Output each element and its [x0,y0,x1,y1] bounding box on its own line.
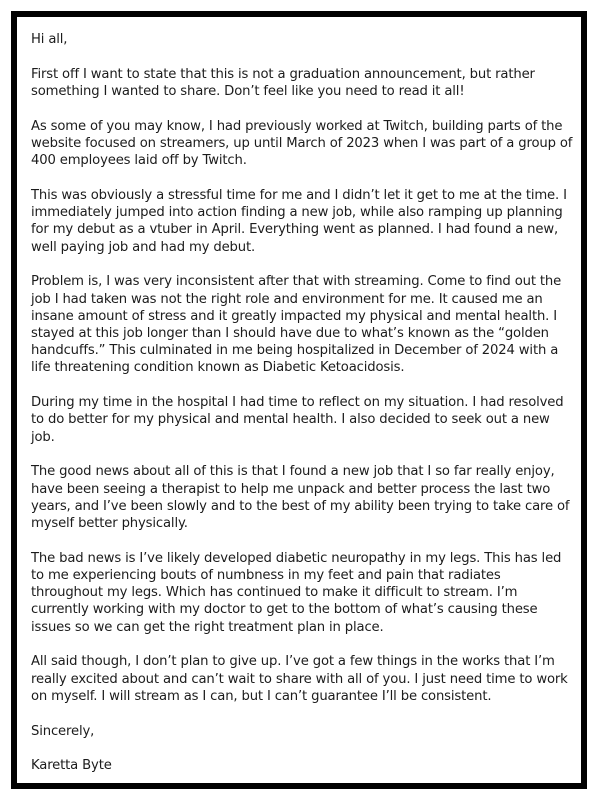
letter-paragraph-good-news: The good news about all of this is that I found a new job that I so far really enjoy, have been seeing a therapist to help me unpack and better process the last two years, and I’ve been slowly and to the best of my ability been trying to take care of myself better physically. [31,464,570,532]
letter-paragraph-stress: This was obviously a stressful time for me and I didn’t let it get to me at the time. I immediately jumped into action finding a new job, while also ramping up planning for my debut as a vtuber in April. Everything went as planned. I had found a new, well paying job and had my debut. [31,188,567,255]
letter-paragraph-intro: First off I want to state that this is not a graduation announcement, but rather something I wanted to share. Don’t feel like you need to read it all! [31,66,535,99]
letter-closing: Sincerely, [31,723,95,739]
letter-signature: Karetta Byte [31,758,112,774]
letter-paragraph-problem: Problem is, I was very inconsistent after that with streaming. Come to find out the job I had taken was not the right role and environment for me. It caused me an insane amount of stress and it greatly impacted my physical and mental health. I stayed at this job longer than I should have due to what’s known as the “golden handcuffs.” This culminated in me being hospitalized in December of 2024 with a life threatening condition known as Diabetic Ketoacidosis. [31,274,562,376]
letter-paragraph-conclusion: All said though, I don’t plan to give up. I’ve got a few things in the works that I’m really excited about and can’t wait to share with all of you. I just need time to work on myself. I will stream as I can, but I can’t guarantee I’ll be consistent. [31,654,568,704]
letter-paragraph-twitch: As some of you may know, I had previously worked at Twitch, building parts of the website focused on streamers, up until March of 2023 when I was part of a group of 400 employees laid off by Twitch. [31,118,573,169]
letter-greeting: Hi all, [31,32,68,47]
letter-paragraph-bad-news: The bad news is I’ve likely developed diabetic neuropathy in my legs. This has led to me experiencing bouts of numbness in my feet and pain that radiates throughout my legs. Which has continued to make it difficult to stream. I’m currently working with my doctor to get to the bottom of what’s causing these issues so we can get the right treatment plan in place. [31,550,562,635]
letter-frame [11,11,587,789]
letter-body [31,31,576,775]
letter-paragraph-hospital: During my time in the hospital I had time to reflect on my situation. I had resolved to do better for my physical and mental health. I also decided to seek out a new job. [31,395,564,445]
